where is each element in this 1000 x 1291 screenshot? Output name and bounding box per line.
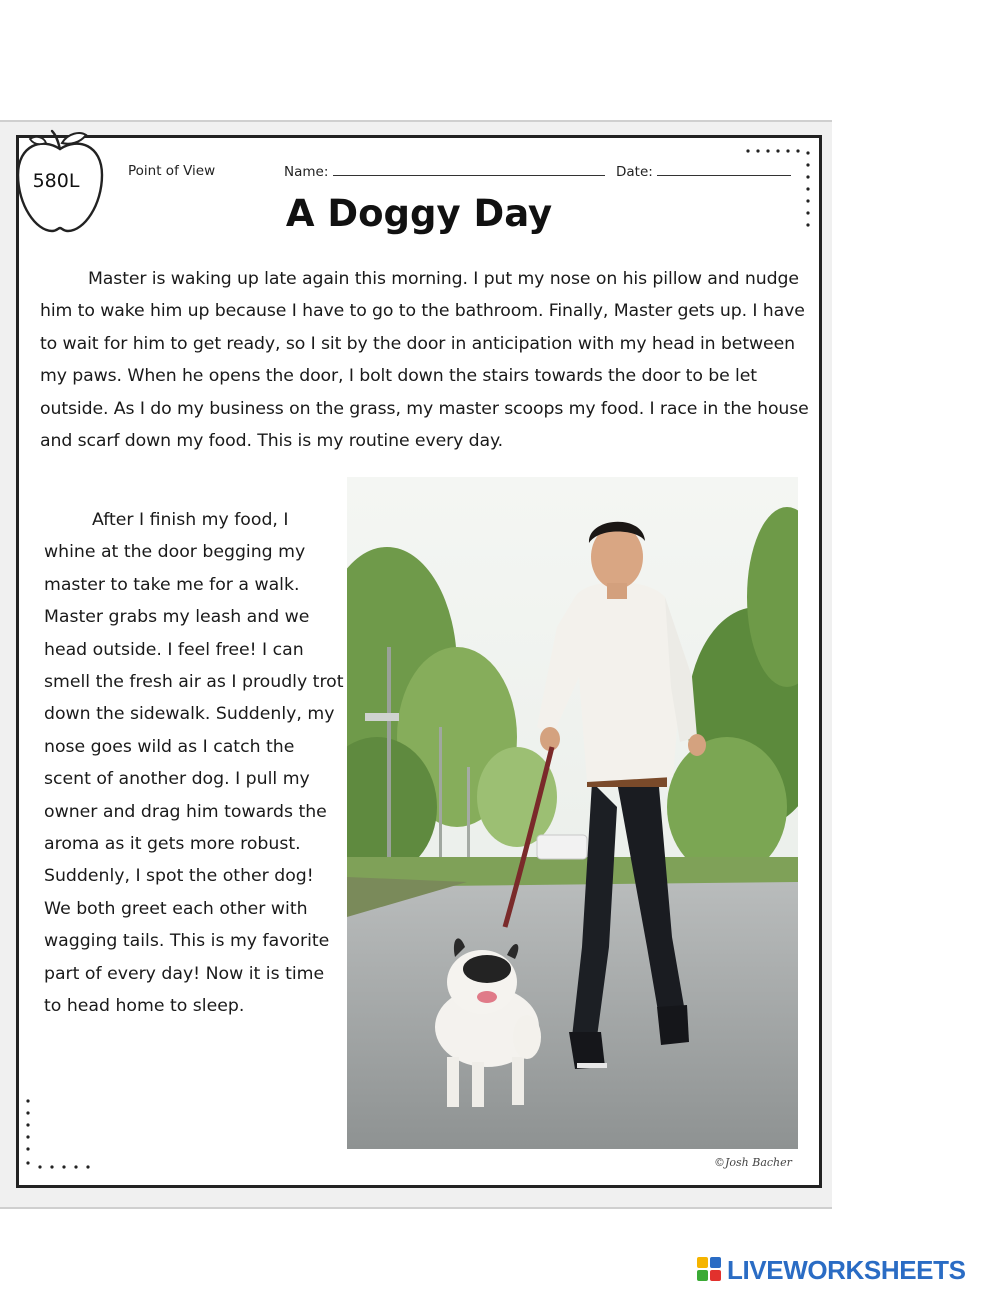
liveworksheets-wordmark: LIVEWORKSHEETS: [727, 1255, 966, 1285]
dog-walk-photo: [347, 477, 798, 1149]
date-line[interactable]: [657, 163, 791, 176]
date-label: Date:: [616, 164, 653, 180]
skill-label: Point of View: [128, 163, 216, 179]
lexile-level: 580L: [32, 170, 80, 192]
name-line[interactable]: [333, 163, 605, 176]
page-title: A Doggy Day: [285, 192, 553, 235]
corner-dots-bottom-left: [22, 1095, 112, 1175]
copyright-credit: ©Josh Bacher: [714, 1156, 792, 1169]
liveworksheets-brand[interactable]: [697, 1255, 997, 1285]
story-paragraph-2: After I finish my food, I whine at the door begging my master to take me for a walk. Master grabs my leash and we head outside. I feel free! I can smell the fresh air as I proudly trot down the sidewalk. Suddenly, my nose goes wild as I catch the scent of another dog. I pull my owner and drag him towards the aroma as it gets more robust. Suddenly, I spot the other dog! We both greet each other with wagging tails. This is my favorite part of every day! Now it is time to head home to sleep.: [44, 510, 344, 1017]
name-field[interactable]: [284, 163, 605, 180]
story-paragraph-1: Master is waking up late again this morning. I put my nose on his pillow and nudge him to wake him up because I have to go to the bathroom. Finally, Master gets up. I have to wait for him to get ready, so I sit by the door in anticipation with my head in between my paws. When he opens the door, I bolt down the stairs towards the door to be let outside. As I do my business on the grass, my master scoops my food. I race in the house and scarf down my food. This is my routine every day.: [40, 269, 809, 452]
name-label: Name:: [284, 164, 329, 180]
liveworksheets-logo-icon: [697, 1257, 723, 1283]
date-field[interactable]: [616, 163, 791, 180]
